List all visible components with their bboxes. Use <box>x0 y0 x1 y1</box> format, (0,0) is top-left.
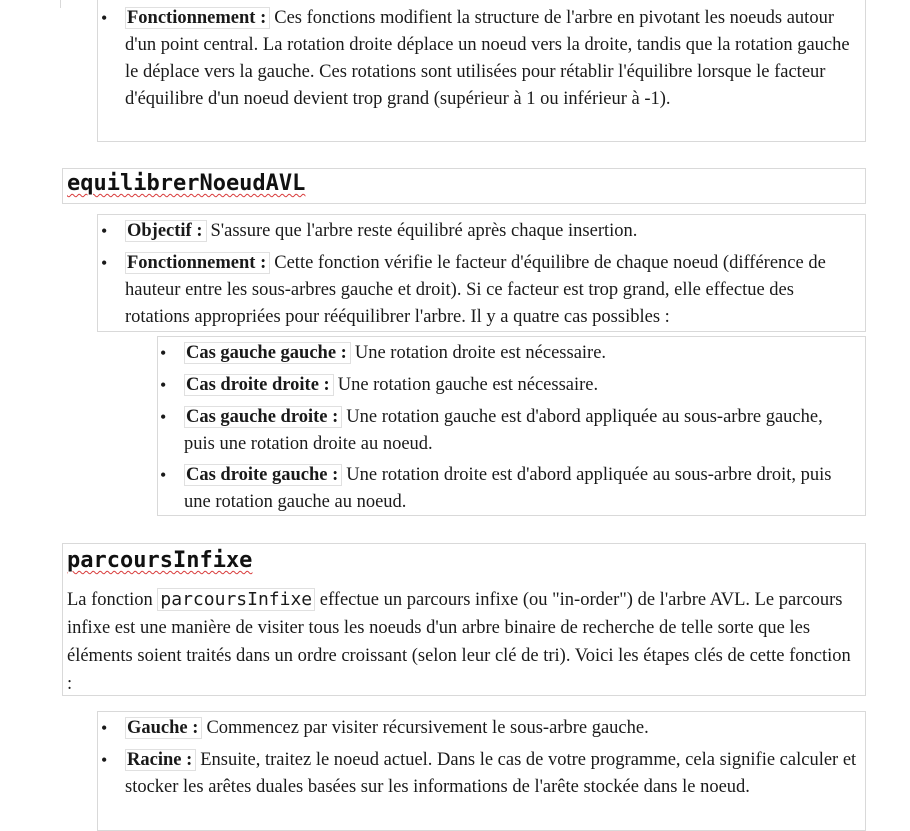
list-item <box>184 372 844 399</box>
section-heading-box <box>62 168 866 204</box>
list-item <box>184 462 844 516</box>
list-item-text: Ces fonctions modifient la structure de l'arbre en pivotant les noeuds autour d'un point central. La rotation droite déplace un noeud vers la droite, tandis que la rotation gauche le déplace vers la gauche. Ces rotations sont utilisées pour rétablir l'équilibre lorsque le facteur d'équilibre d'un noeud devient trop grand (supérieur à 1 ou inférieur à -1). <box>125 8 850 109</box>
list-item-text: Commencez par visiter récursivement le sous-arbre gauche. <box>206 718 649 738</box>
list-item-text: Une rotation droite est nécessaire. <box>354 343 607 363</box>
list-item-text: Cette fonction vérifie le facteur d'équilibre de chaque noeud (différence de hauteur entre les sous-arbres gauche et droit). Si ce facteur est trop grand, elle effectue des rotations appropriées pour rééquilibrer l'arbre. Il y a quatre cas possibles : <box>125 253 826 327</box>
paragraph-text-start: La fonction <box>67 590 153 610</box>
list-item-text: S'assure que l'arbre reste équilibré après chaque insertion. <box>210 221 638 241</box>
list-item-term: Fonctionnement : <box>125 7 270 29</box>
list-item <box>125 747 857 801</box>
page-top-marker <box>60 0 61 8</box>
section-heading: equilibrerNoeudAVL <box>67 171 306 196</box>
section-heading: parcoursInfixe <box>67 548 253 573</box>
list-item-term: Cas gauche gauche : <box>184 342 351 364</box>
inline-code: parcoursInfixe <box>157 588 315 611</box>
list-item <box>125 218 857 245</box>
list-item-term: Gauche : <box>125 717 202 739</box>
list-item-term: Fonctionnement : <box>125 252 270 274</box>
parcours-section-block <box>62 543 866 696</box>
list-item-text: Ensuite, traitez le noeud actuel. Dans le cas de votre programme, cela signifie calculer et stocker les arêtes duales basées sur les informations de l'arête stockée dans le noeud. <box>125 750 857 797</box>
list-item-term: Cas droite droite : <box>184 374 334 396</box>
list-item-term: Cas droite gauche : <box>184 464 342 486</box>
list-item <box>184 404 844 458</box>
equilibrer-list-block <box>97 214 866 332</box>
list-item-term: Racine : <box>125 749 196 771</box>
section-paragraph <box>67 586 855 698</box>
parcours-list-block <box>97 711 866 831</box>
list-item <box>125 250 857 331</box>
paragraph-text-end: effectue un parcours infixe (ou "in-order") de l'arbre AVL. Le parcours infixe est une manière de visiter tous les noeuds d'un arbre binaire de recherche de telle sorte que les éléments soient traités dans un ordre croissant (selon leur clé de tri). Voici les étapes clés de cette fonction : <box>67 590 851 694</box>
list-item-text: Une rotation droite est d'abord appliquée au sous-arbre droit, puis une rotation gauche au noeud. <box>184 465 832 512</box>
list-item-term: Cas gauche droite : <box>184 406 342 428</box>
rotation-list-block <box>97 0 866 142</box>
list-item <box>125 5 857 113</box>
list-item-text: Une rotation gauche est nécessaire. <box>337 375 599 395</box>
cases-list-block <box>157 336 866 516</box>
list-item <box>125 715 857 742</box>
list-item-text: Une rotation gauche est d'abord appliquée au sous-arbre gauche, puis une rotation droite au noeud. <box>184 407 823 454</box>
list-item-term: Objectif : <box>125 220 207 242</box>
list-item <box>184 340 844 367</box>
